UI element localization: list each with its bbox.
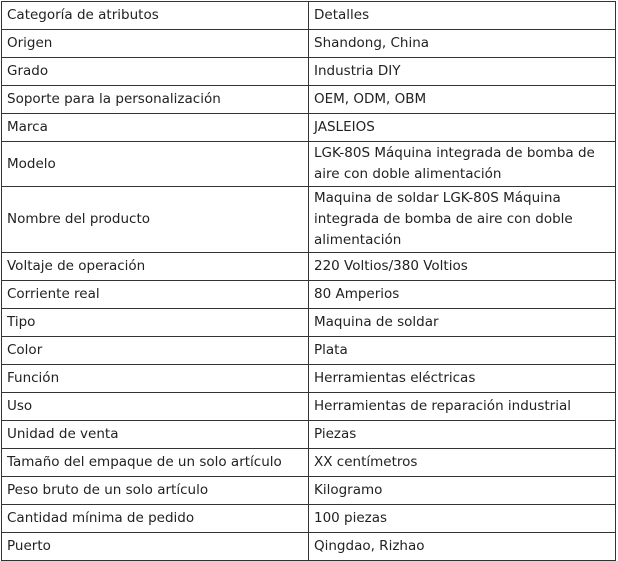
attribute-label-cell: Nombre del producto: [2, 187, 309, 253]
table-row: [2, 477, 616, 505]
attribute-value-cell: XX centímetros: [309, 449, 616, 477]
table-row: [2, 86, 616, 114]
table-row: [2, 449, 616, 477]
table-row: [2, 365, 616, 393]
table-row: [2, 114, 616, 142]
attribute-value-cell: JASLEIOS: [309, 114, 616, 142]
attribute-value-cell: Maquina de soldar: [309, 309, 616, 337]
attribute-label-cell: Unidad de venta: [2, 421, 309, 449]
attribute-value-cell: Shandong, China: [309, 30, 616, 58]
table-row: [2, 421, 616, 449]
attribute-label-cell: Puerto: [2, 533, 309, 561]
table-header-row: [2, 2, 616, 30]
attribute-label-cell: Tipo: [2, 309, 309, 337]
table-row: [2, 187, 616, 253]
attribute-label-cell: Soporte para la personalización: [2, 86, 309, 114]
header-cell-details: Detalles: [309, 2, 616, 30]
attribute-value-cell: OEM, ODM, OBM: [309, 86, 616, 114]
attribute-label-cell: Tamaño del empaque de un solo artículo: [2, 449, 309, 477]
attribute-value-cell: Qingdao, Rizhao: [309, 533, 616, 561]
attribute-value-cell: 220 Voltios/380 Voltios: [309, 253, 616, 281]
attribute-label-cell: Modelo: [2, 142, 309, 187]
attribute-value-cell: LGK-80S Máquina integrada de bomba de aire con doble alimentación: [309, 142, 616, 187]
table-row: [2, 142, 616, 187]
attribute-value-cell: Maquina de soldar LGK-80S Máquina integrada de bomba de aire con doble alimentación: [309, 187, 616, 253]
attribute-value-cell: Herramientas eléctricas: [309, 365, 616, 393]
attributes-table-body: [2, 2, 616, 561]
attribute-label-cell: Origen: [2, 30, 309, 58]
attribute-label-cell: Cantidad mínima de pedido: [2, 505, 309, 533]
attribute-value-cell: Kilogramo: [309, 477, 616, 505]
attributes-table: [1, 1, 616, 561]
attribute-label-cell: Uso: [2, 393, 309, 421]
attribute-label-cell: Peso bruto de un solo artículo: [2, 477, 309, 505]
table-row: [2, 58, 616, 86]
attribute-value-cell: Industria DIY: [309, 58, 616, 86]
header-cell-category: Categoría de atributos: [2, 2, 309, 30]
attribute-label-cell: Marca: [2, 114, 309, 142]
attribute-value-cell: Herramientas de reparación industrial: [309, 393, 616, 421]
attribute-label-cell: Corriente real: [2, 281, 309, 309]
table-row: [2, 533, 616, 561]
table-row: [2, 30, 616, 58]
table-row: [2, 309, 616, 337]
attribute-value-cell: Plata: [309, 337, 616, 365]
table-row: [2, 505, 616, 533]
attribute-label-cell: Voltaje de operación: [2, 253, 309, 281]
table-row: [2, 253, 616, 281]
attribute-value-cell: Piezas: [309, 421, 616, 449]
table-row: [2, 281, 616, 309]
attribute-label-cell: Función: [2, 365, 309, 393]
table-row: [2, 337, 616, 365]
table-row: [2, 393, 616, 421]
attribute-value-cell: 80 Amperios: [309, 281, 616, 309]
attribute-value-cell: 100 piezas: [309, 505, 616, 533]
attribute-label-cell: Color: [2, 337, 309, 365]
attribute-label-cell: Grado: [2, 58, 309, 86]
